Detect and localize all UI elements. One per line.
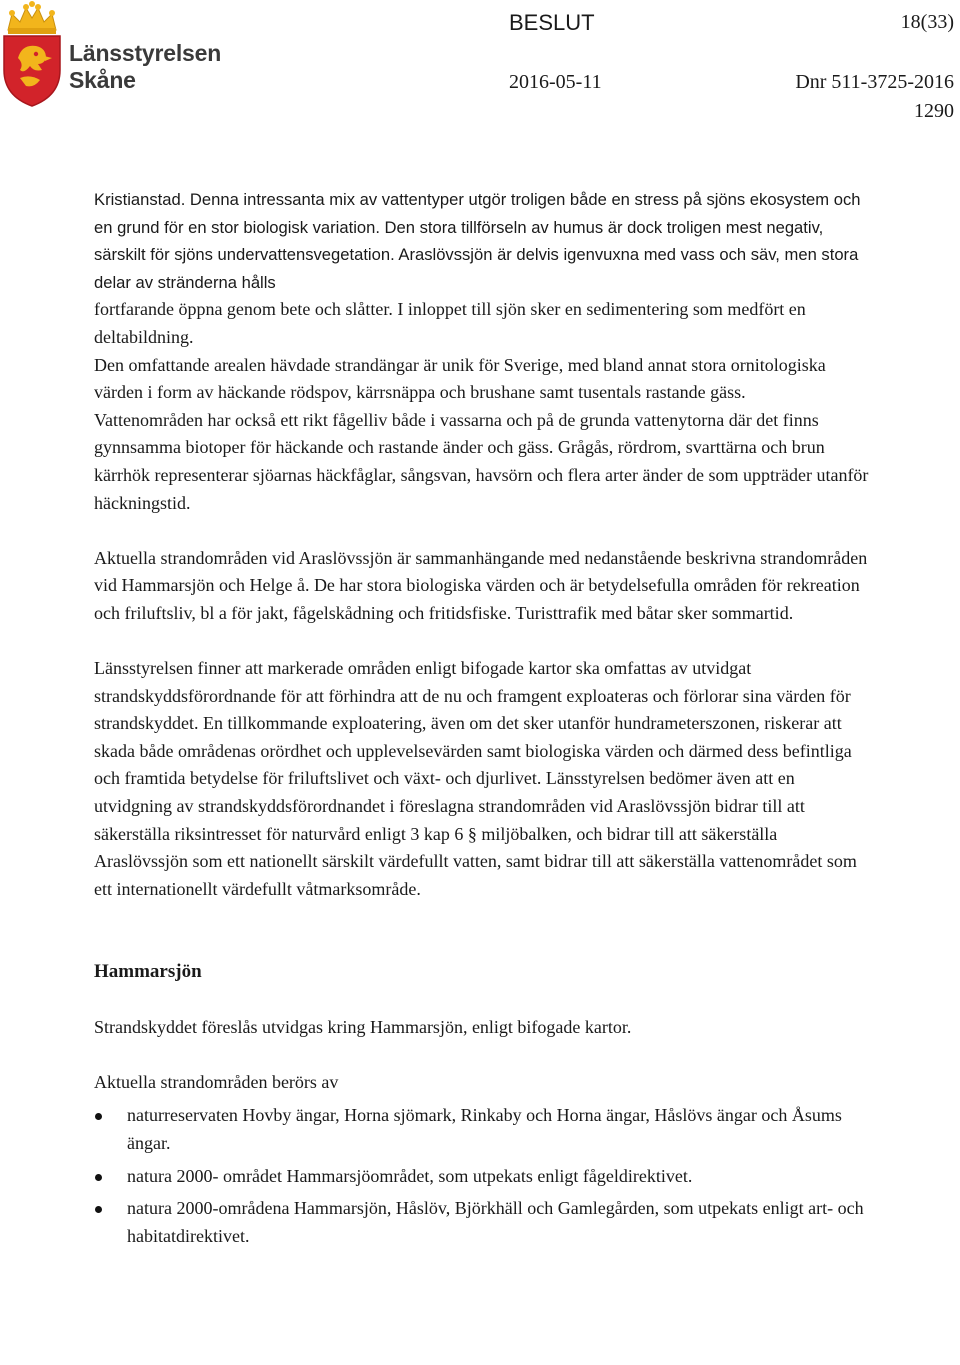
paragraph-3: Vattenområden har också ett rikt fågelliv både i vassarna och på de grunda vattenytorna där det finns gynnsamma biotoper för häckande och rastande änder och gäss. Grågås, rördrom, svarttärna och brun kärrhök representerar sjöarnas häckfåglar, sångsvan, havsörn och flera arter änder de som uppträder utanför häckningstid.: [94, 409, 869, 513]
logo-line-1: Länsstyrelsen: [69, 40, 222, 66]
lansstyrelsen-logo: [0, 0, 222, 110]
list-item-text: naturreservaten Hovby ängar, Horna sjömark, Rinkaby och Horna ängar, Håslövs ängar och Åsums ängar.: [127, 1105, 842, 1153]
list-item: [94, 1102, 874, 1157]
bullet-icon: [95, 1113, 102, 1120]
diary-number: Dnr 511-3725-2016: [795, 71, 954, 93]
bullet-list: [94, 1102, 874, 1250]
paragraph-4: Aktuella strandområden vid Araslövssjön är sammanhängande med nedanstående beskrivna strandområden vid Hammarsjön och Helge å. De har stora biologiska värden och är betydelsefulla områden för rekreation och friluftsliv, bl a för jakt, fågelskådning och fritidsfiske. Turisttrafik med båtar sker sommartid.: [94, 547, 868, 623]
paragraph-1-serif: fortfarande öppna genom bete och slåtter. I inloppet till sjön sker en sedimentering som medfört en deltabildning.: [94, 299, 806, 347]
section-intro: Strandskyddet föreslås utvidgas kring Hammarsjön, enligt bifogade kartor.: [94, 1016, 632, 1037]
paragraph-5: Länsstyrelsen finner att markerade områden enligt bifogade kartor ska omfattas av utvidgat strandskyddsförordnande för att förhindra att de nu och framgent exploateras och förlorar sina värden för strandskyddet. En tillkommande exploatering, även om det sker utanför hundrameterszonen, riskerar att skada både områdenas orördhet och upplevelsevärden samt biologiska värden och därmed dess befintliga och framtida betydelse för friluftslivet och växt- och djurlivet. Länsstyrelsen bedömer även att en utvidgning av strandskyddsförordnandet i föreslagna strandområden vid Araslövssjön bidrar till att säkerställa riksintresset för naturvård enligt 3 kap 6 § miljöbalken, och bidrar till att säkerställa Araslövssjön som ett nationellt särskilt värdefullt vatten, samt bidrar till att säkerställa vattenområdet som ett internationellt värdefullt våtmarksområde.: [94, 658, 857, 899]
list-item-text: natura 2000- området Hammarsjöområdet, som utpekats enligt fågeldirektivet.: [127, 1165, 693, 1186]
list-intro: Aktuella strandområden berörs av: [94, 1071, 339, 1092]
document-date: 2016-05-11: [509, 71, 602, 93]
section-heading: Hammarsjön: [94, 961, 202, 983]
list-item: [94, 1195, 874, 1250]
paragraph-1-sans: Kristianstad. Denna intressanta mix av vattentyper utgör troligen både en stress på sjöns ekosystem och en grund för en stor biologisk variation. Den stora tillförseln av humus är dock troligen mest negativ, särskilt för sjöns undervattensvegetation. Araslövssjön är delvis igenvuxna med vass och säv, men stora delar av stränderna hålls: [94, 190, 861, 292]
bullet-icon: [95, 1174, 102, 1181]
page-number: 18(33): [900, 11, 954, 33]
document-body: [94, 186, 874, 1255]
skane-griffin-shield-icon: [0, 0, 64, 108]
list-item: [94, 1163, 874, 1191]
sub-number: 1290: [914, 100, 954, 122]
bullet-icon: [95, 1206, 102, 1213]
logo-line-2: Skåne: [69, 67, 136, 93]
document-type: BESLUT: [509, 10, 595, 35]
paragraph-2: Den omfattande arealen hävdade strandängar är unik för Sverige, med bland annat stora ornitologiska värden i form av häckande rödspov, kärrsnäppa och brushane samt tusentals rastande gäss.: [94, 354, 826, 403]
logo-wordmark: [69, 42, 221, 92]
list-item-text: natura 2000-områdena Hammarsjön, Håslöv, Björkhäll och Gamlegården, som utpekats enligt art- och habitatdirektivet.: [127, 1198, 864, 1246]
